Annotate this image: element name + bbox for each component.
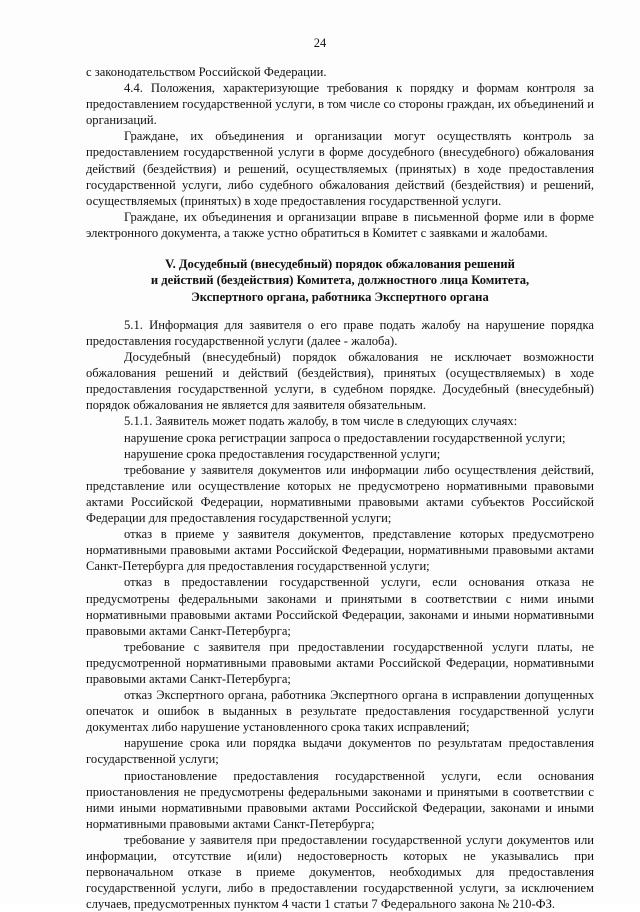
paragraph: 5.1.1. Заявитель может подать жалобу, в том числе в следующих случаях: <box>124 414 518 429</box>
heading-line: Экспертного органа, работника Экспертного органа <box>191 289 489 304</box>
paragraph: с законодательством Российской Федерации. <box>86 65 327 79</box>
paragraph: отказ Экспертного органа, работника Экспертного органа в исправлении допущенных опечаток и ошибок в выданных в результате предоставления государственной услуги документах либо нарушение установленного срока таких исправлений; <box>86 688 594 735</box>
paragraph: нарушение срока или порядка выдачи документов по результатам предоставления государственной услуги; <box>86 736 594 767</box>
heading-line: V. Досудебный (внесудебный) порядок обжалования решений <box>165 257 515 272</box>
document-body <box>86 64 594 912</box>
heading-line: и действий (бездействия) Комитета, должностного лица Комитета, <box>150 273 530 288</box>
section-heading <box>86 256 594 305</box>
paragraph: приостановление предоставления государственной услуги, если основания приостановления не предусмотрены федеральными законами и принятыми в соответствии с ними иными нормативными правовыми актами Российской Федерации, законами и иными нормативными правовыми актами Санкт-Петербурга; <box>86 768 594 831</box>
paragraph: Досудебный (внесудебный) порядок обжалования не исключает возможности обжалования решений и действий (бездействия), принятых (осуществляемых) в ходе предоставления государственной услуги, в судебном порядке. Досудебный (внесудебный) порядок обжалования не является для заявителя обязательным. <box>86 350 594 413</box>
paragraph: 5.1. Информация для заявителя о его праве подать жалобу на нарушение порядка предоставления государственной услуги (далее - жалоба). <box>86 317 594 349</box>
paragraph: нарушение срока регистрации запроса о предоставлении государственной услуги; <box>124 430 566 445</box>
paragraph: отказ в приеме у заявителя документов, представление которых предусмотрено нормативными правовыми актами Российской Федерации, нормативными правовыми актами Санкт-Петербурга для предоставления государственной услуги; <box>86 527 594 574</box>
page-number: 24 <box>313 36 327 50</box>
paragraph: отказ в предоставлении государственной услуги, если основания отказа не предусмотрены федеральными законами и принятыми в соответствии с ними иными нормативными правовыми актами Российской Федерации, законами и иными нормативными правовыми актами Санкт-Петербурга; <box>86 575 594 638</box>
paragraph: 4.4. Положения, характеризующие требования к порядку и формам контроля за предоставлением государственной услуги, в том числе со стороны граждан, их объединений и организаций. <box>86 81 594 128</box>
paragraph: Граждане, их объединения и организации могут осуществлять контроль за предоставлением государственной услуги в форме досудебного (внесудебного) обжалования действий (бездействия) и решений, осуществляемых (принятых) в ходе предоставления государственной услуги, либо судебного обжалования действий (бездействия) и решений, осуществляемых (принятых) в ходе предоставления государственной услуги. <box>86 129 594 208</box>
paragraph: требование с заявителя при предоставлении государственной услуги платы, не предусмотренной нормативными правовыми актами Российской Федерации, нормативными правовыми актами Санкт-Петербурга; <box>86 639 594 686</box>
paragraph: Граждане, их объединения и организации вправе в письменной форме или в форме электронного документа, а также устно обратиться в Комитет с заявками и жалобами. <box>86 209 594 240</box>
paragraph: нарушение срока предоставления государственной услуги; <box>124 446 441 461</box>
paragraph: требование у заявителя при предоставлении государственной услуги документов или информации, отсутствие и(или) недостоверность которых не указывались при первоначальном отказе в приеме документов, необходимых для предоставления государственной услуги, либо в предоставлении государственной услуги, за исключением случаев, предусмотренных пунктом 4 части 1 статьи 7 Федерального закона № 210-ФЗ. <box>86 832 594 912</box>
paragraph: требование у заявителя документов или информации либо осуществления действий, представление или осуществление которых не предусмотрено нормативными правовыми актами Российской Федерации, нормативными правовыми актами субъектов Российской Федерации для предоставления государственной услуги; <box>86 462 594 526</box>
